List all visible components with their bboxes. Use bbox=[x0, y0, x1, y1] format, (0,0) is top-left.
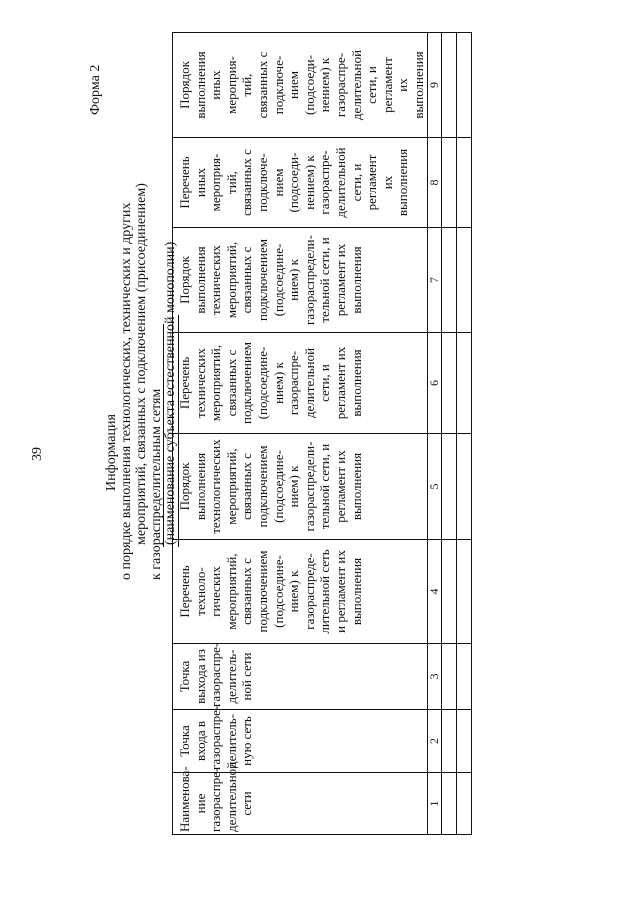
empty-cell bbox=[441, 33, 456, 138]
column-number-row bbox=[427, 33, 441, 835]
column-number: 2 bbox=[427, 710, 441, 773]
empty-cell bbox=[441, 138, 456, 228]
column-number: 7 bbox=[427, 228, 441, 333]
header-text: Наименова- ние газораспре- делительной сети bbox=[177, 761, 255, 832]
empty-cell bbox=[456, 773, 471, 835]
column-number: 4 bbox=[427, 540, 441, 644]
header-text: Порядок выполнения иных мероприя- тий, связанных с подключе- нием (подсоеди- нением) к газораспре- делительной сети, и регламент их выполнения bbox=[177, 49, 426, 121]
empty-cell bbox=[441, 710, 456, 773]
subtitle-line-4: (наименование субъекта естественной монополии) bbox=[163, 241, 178, 545]
header-text: Перечень иных мероприя- тий, связанных с подключе- нием (подсоеди- нением) к газораспре- делительной сети, и регламент их выполнения bbox=[177, 147, 411, 218]
empty-cell bbox=[441, 540, 456, 644]
header-cell bbox=[173, 705, 428, 773]
header-cell bbox=[173, 228, 428, 333]
header-cell bbox=[173, 138, 428, 228]
header-cell bbox=[173, 434, 428, 540]
empty-cell bbox=[441, 333, 456, 434]
subtitle-line-2: мероприятий, связанных с подключением (присоединением) bbox=[134, 183, 149, 545]
column-number: 6 bbox=[427, 333, 441, 434]
empty-cell bbox=[456, 33, 471, 138]
header-text: Точка выхода из газораспре- делитель- ной сети bbox=[177, 642, 255, 707]
header-cell bbox=[173, 761, 428, 835]
empty-row bbox=[456, 33, 471, 835]
empty-cell bbox=[441, 228, 456, 333]
column-number: 3 bbox=[427, 644, 441, 710]
empty-cell bbox=[456, 540, 471, 644]
subtitle-line-3: к газораспределительным сетям bbox=[149, 388, 164, 580]
fill-underline bbox=[163, 324, 164, 547]
header-row bbox=[173, 33, 428, 835]
form-label: Форма 2 bbox=[88, 64, 103, 115]
empty-cell bbox=[441, 773, 456, 835]
header-text: Порядок выполнения технологических мероприятий, связанных с подключением (подсоедине- нием) к газораспредели- тельной сети, и регламент их выполнения bbox=[177, 439, 364, 534]
empty-cell bbox=[456, 228, 471, 333]
column-number: 5 bbox=[427, 434, 441, 540]
empty-cell bbox=[456, 644, 471, 710]
header-cell bbox=[173, 540, 428, 644]
empty-cell bbox=[441, 434, 456, 540]
empty-cell bbox=[441, 644, 456, 710]
page-number: 39 bbox=[30, 447, 45, 461]
empty-row bbox=[441, 33, 456, 835]
header-cell bbox=[173, 333, 428, 434]
subtitle-line-1: о порядке выполнения технологических, технических и других bbox=[119, 202, 134, 580]
empty-cell bbox=[456, 333, 471, 434]
measures-table bbox=[172, 32, 472, 835]
header-cell bbox=[173, 644, 428, 710]
empty-cell bbox=[456, 138, 471, 228]
header-text: Перечень технических мероприятий, связанных с подключением (подсоедине- нием) к газораспре- делительной сети, и регламент их выполнения bbox=[177, 342, 364, 424]
header-cell bbox=[173, 33, 428, 138]
document-title: Информация bbox=[104, 414, 119, 491]
empty-cell bbox=[456, 710, 471, 773]
header-text: Порядок выполнения технических мероприятий, связанных с подключением (подсоедине- нием) к газораспредели- тельной сети, и регламент их выполнения bbox=[177, 235, 364, 325]
header-text: Перечень техноло- гических мероприятий, связанных с подключением (подсоедине- нием) к газораспреде- лительной сеть и регламент их выполнения bbox=[177, 549, 364, 634]
column-number: 9 bbox=[427, 33, 441, 138]
header-text: Точка входа в газораспре- делитель- ную сеть bbox=[177, 705, 255, 770]
column-number: 8 bbox=[427, 138, 441, 228]
column-number: 1 bbox=[427, 773, 441, 835]
empty-cell bbox=[456, 434, 471, 540]
